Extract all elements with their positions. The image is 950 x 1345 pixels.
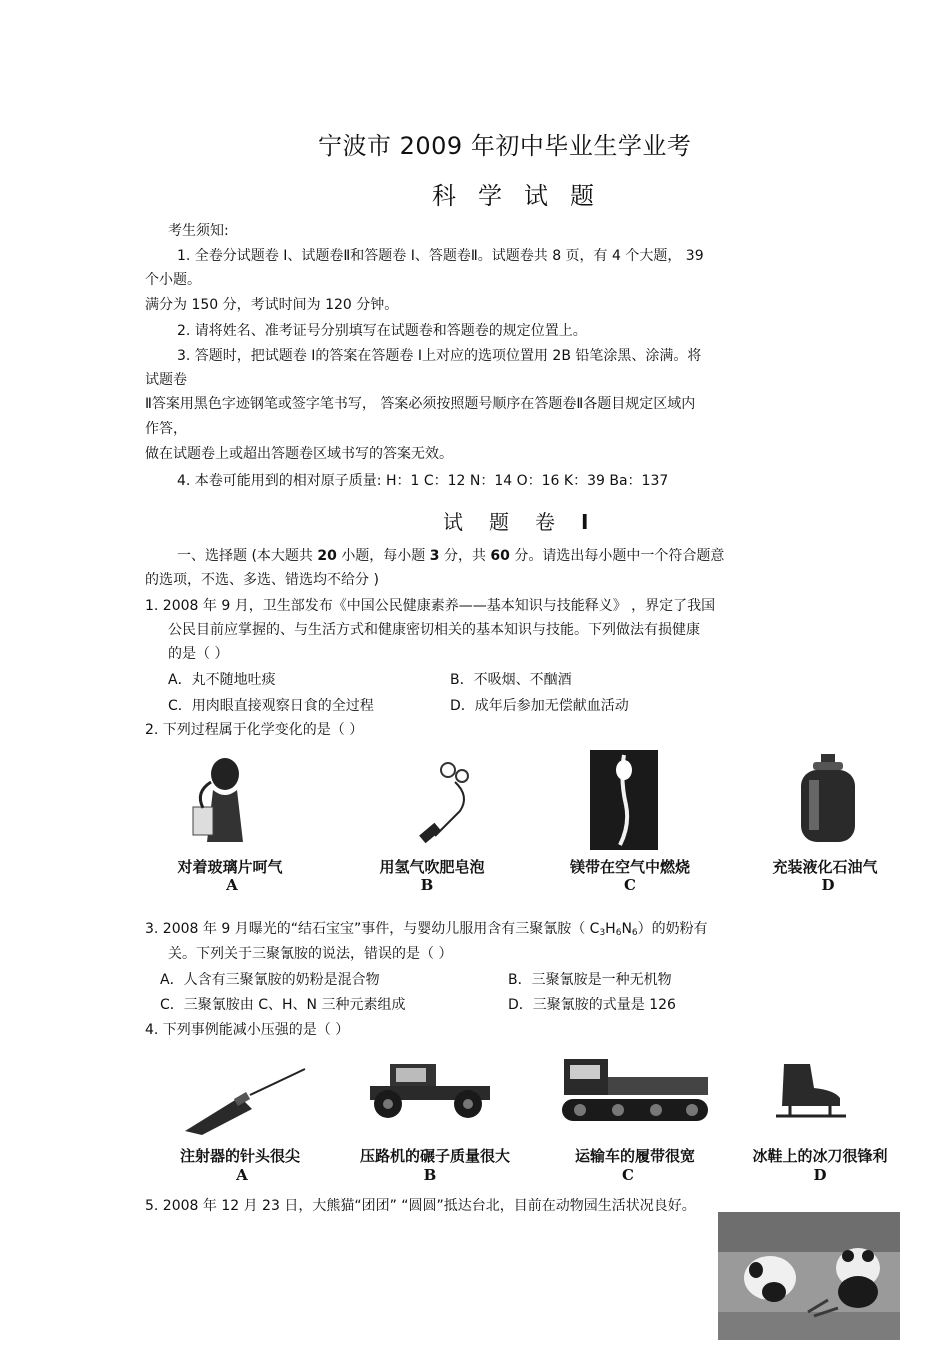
q2-figure-b-bubble-blower: [400, 756, 480, 851]
intro-part-2: 小题，每小题: [341, 548, 426, 564]
section-title-text: 试题卷: [443, 510, 581, 534]
q2-letter-d: D: [821, 876, 835, 894]
q4-figure-c-tracked-truck: [558, 1055, 713, 1130]
q2-letter-c: C: [624, 876, 636, 894]
section-intro: [177, 547, 724, 565]
q2-caption-a: 对着玻璃片呵气: [177, 858, 283, 876]
q4-caption-d: 冰鞋上的冰刀很锋利: [752, 1147, 888, 1165]
question-3-cont: 关。下列关于三聚氰胺的说法，错误的是（ ）: [168, 946, 453, 962]
q2-caption-b: 用氢气吹肥皂泡: [379, 858, 485, 876]
notice-item-4: 4. 本卷可能用到的相对原子质量: H：1 C：12 N：14 O：16 K：39 Ba：137: [177, 473, 669, 489]
notice-item-3-cont2: Ⅱ答案用黑色字迹钢笔或签字笔书写， 答案必须按照题号顺序在答题卷Ⅱ各题目规定区域内: [145, 396, 696, 412]
section-title-roman: Ⅰ: [581, 510, 589, 534]
notice-item-2: 2. 请将姓名、准考证号分别填写在试题卷和答题卷的规定位置上。: [177, 323, 587, 339]
q1-option-c: C．用肉眼直接观察日食的全过程: [168, 698, 374, 714]
q3-text-3: N: [621, 921, 632, 937]
q3-option-c: C．三聚氰胺由 C、H、N 三种元素组成: [160, 997, 406, 1013]
intro-count: 20: [317, 548, 337, 564]
q3-sub-2: 6: [615, 928, 622, 938]
q4-letter-d: D: [813, 1166, 827, 1184]
q2-figure-d-gas-cylinder: [795, 752, 860, 847]
question-5: 5. 2008 年 12 月 23 日，大熊猫“团团” “圆圆”抵达台北，目前在动物园生活状况良好。: [145, 1198, 696, 1214]
q4-caption-a: 注射器的针头很尖: [179, 1147, 300, 1165]
q1-option-b: B．不吸烟、不酗酒: [450, 672, 572, 688]
q1-option-a: A．丸不随地吐痰: [168, 672, 276, 688]
q3-text-4: ）的奶粉有: [637, 921, 708, 937]
notice-item-1-cont: 个小题。: [145, 272, 201, 288]
q4-letter-a: A: [236, 1166, 248, 1184]
notice-item-3-cont1: 试题卷: [145, 372, 187, 388]
q3-option-d: D．三聚氰胺的式量是 126: [508, 997, 676, 1013]
notice-item-1: 1. 全卷分试题卷 Ⅰ、试题卷Ⅱ和答题卷 Ⅰ、答题卷Ⅱ。试题卷共 8 页，有 4 个大题， 39: [177, 248, 704, 264]
page-subtitle: 科学试题: [432, 182, 616, 210]
question-1-blank: 的是（ ）: [168, 646, 229, 662]
q3-sub-1: 3: [599, 928, 606, 938]
q4-figure-a-syringe-needle: [180, 1065, 310, 1135]
intro-part-1: 一、选择题 (本大题共: [177, 548, 313, 564]
notice-item-3-cont4: 做在试题卷上或超出答题卷区域书写的答案无效。: [145, 446, 453, 462]
q4-figure-d-ice-skate: [770, 1058, 850, 1123]
q2-caption-c: 镁带在空气中燃烧: [569, 858, 690, 876]
intro-total: 60: [490, 548, 510, 564]
section-title: [443, 506, 588, 535]
question-4: 4. 下列事例能减小压强的是（ ）: [145, 1022, 350, 1038]
q4-figure-b-road-roller: [360, 1058, 500, 1120]
q1-option-d: D．成年后参加无偿献血活动: [450, 698, 629, 714]
intro-points: 3: [429, 548, 440, 564]
section-intro-cont: 的选项，不选、多选、错选均不给分 ): [145, 572, 379, 588]
intro-part-4: 分。请选出每小题中一个符合题意: [514, 548, 725, 564]
question-1-cont: 公民目前应掌握的、与生活方式和健康密切相关的基本知识与技能。下列做法有损健康: [168, 622, 700, 638]
question-2: 2. 下列过程属于化学变化的是（ ）: [145, 722, 364, 738]
q3-text-1: 3. 2008 年 9 月曝光的“结石宝宝”事件，与婴幼儿服用含有三聚氰胺（ C: [145, 921, 600, 937]
question-1: 1. 2008 年 9 月，卫生部发布《中国公民健康素养——基本知识与技能释义》 ，界定了我国: [145, 598, 716, 614]
page-title: 宁波市 2009 年初中毕业生学业考: [318, 132, 692, 160]
notice-item-3-cont3: 作答，: [145, 421, 187, 437]
notice-item-1-score: 满分为 150 分，考试时间为 120 分钟。: [145, 297, 399, 313]
q4-letter-c: C: [622, 1166, 634, 1184]
q5-figure-panda-photo: [718, 1212, 900, 1340]
q2-letter-b: B: [420, 876, 434, 894]
q3-option-b: B．三聚氰胺是一种无机物: [508, 972, 672, 988]
question-3: [145, 920, 708, 942]
notice-item-3: 3. 答题时，把试题卷 Ⅰ的答案在答题卷 Ⅰ上对应的选项位置用 2B 铅笔涂黑、涂满。将: [177, 348, 702, 364]
q4-caption-b: 压路机的碾子质量很大: [359, 1147, 510, 1165]
notice-heading: 考生须知:: [168, 223, 229, 239]
q2-letter-a: A: [226, 876, 238, 894]
q2-caption-d: 充装液化石油气: [772, 858, 878, 876]
q2-figure-c-burning-magnesium: [590, 750, 658, 850]
intro-part-3: 分，共: [443, 548, 486, 564]
q2-figure-a-person-breathing: [185, 752, 265, 852]
q3-text-2: H: [605, 921, 616, 937]
q3-sub-3: 6: [631, 928, 638, 938]
q4-letter-b: B: [423, 1166, 437, 1184]
q4-caption-c: 运输车的履带很宽: [574, 1147, 695, 1165]
q3-option-a: A．人含有三聚氰胺的奶粉是混合物: [160, 972, 380, 988]
